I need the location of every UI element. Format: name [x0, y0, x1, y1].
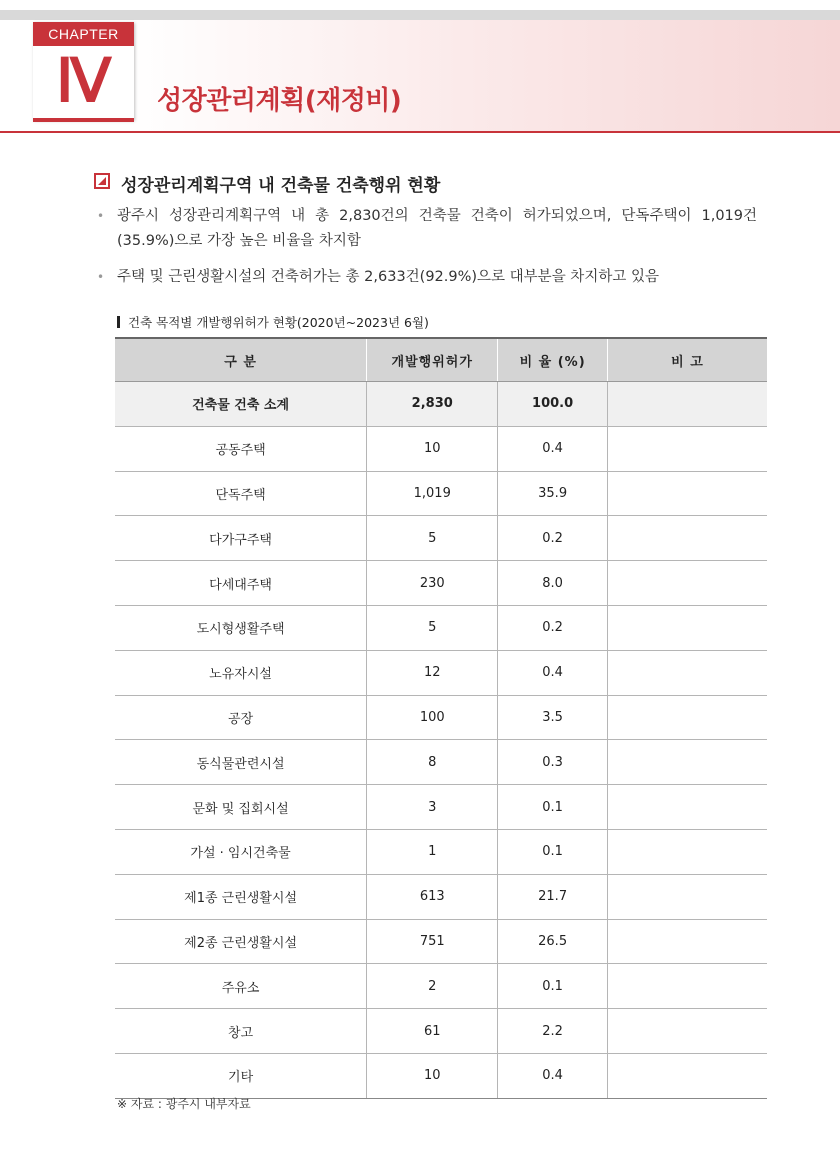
cell-ratio: 0.3	[498, 740, 608, 785]
cell-ratio: 0.2	[498, 605, 608, 650]
table-row	[115, 382, 767, 427]
top-strip	[0, 10, 840, 20]
cell-note	[607, 695, 767, 740]
cell-permits: 10	[367, 1053, 498, 1098]
chapter-badge	[33, 22, 134, 120]
cell-category: 창고	[115, 1009, 367, 1054]
cell-permits: 751	[367, 919, 498, 964]
cell-permits: 8	[367, 740, 498, 785]
table-row	[115, 695, 767, 740]
cell-ratio: 0.1	[498, 829, 608, 874]
table-row	[115, 1009, 767, 1054]
bullet-item	[97, 265, 757, 290]
cell-note	[607, 382, 767, 427]
bullet-text: 광주시 성장관리계획구역 내 총 2,830건의 건축물 건축이 허가되었으며, 단독주택이 1,019건(35.9%)으로 가장 높은 비율을 차지함	[117, 208, 757, 249]
cell-ratio: 0.4	[498, 650, 608, 695]
cell-permits: 10	[367, 426, 498, 471]
column-header-ratio: 비 율 (%)	[498, 338, 608, 382]
table-row	[115, 471, 767, 516]
cell-category: 가설 · 임시건축물	[115, 829, 367, 874]
cell-ratio: 0.4	[498, 426, 608, 471]
cell-note	[607, 919, 767, 964]
chapter-title: 성장관리계획(재정비)	[157, 86, 402, 116]
cell-note	[607, 471, 767, 516]
table-row	[115, 1053, 767, 1098]
cell-permits: 61	[367, 1009, 498, 1054]
table-row	[115, 561, 767, 606]
cell-permits: 100	[367, 695, 498, 740]
table-row	[115, 874, 767, 919]
bullet-dot-icon: •	[97, 270, 105, 284]
cell-category: 기타	[115, 1053, 367, 1098]
cell-ratio: 0.2	[498, 516, 608, 561]
cell-permits: 2	[367, 964, 498, 1009]
cell-ratio: 0.1	[498, 964, 608, 1009]
cell-permits: 5	[367, 516, 498, 561]
cell-category: 문화 및 집회시설	[115, 785, 367, 830]
table-row	[115, 829, 767, 874]
cell-note	[607, 874, 767, 919]
table-row	[115, 919, 767, 964]
chapter-underline	[33, 118, 134, 122]
section-marker-icon	[94, 173, 110, 189]
cell-permits: 12	[367, 650, 498, 695]
source-note: ※ 자료 : 광주시 내부자료	[117, 1097, 251, 1111]
cell-note	[607, 605, 767, 650]
table-row	[115, 516, 767, 561]
cell-category: 주유소	[115, 964, 367, 1009]
cell-ratio: 0.1	[498, 785, 608, 830]
cell-category: 다세대주택	[115, 561, 367, 606]
cell-permits: 230	[367, 561, 498, 606]
column-header-category: 구 분	[115, 338, 367, 382]
cell-ratio: 35.9	[498, 471, 608, 516]
cell-category: 단독주택	[115, 471, 367, 516]
cell-note	[607, 516, 767, 561]
table-caption-text: 건축 목적별 개발행위허가 현황(2020년~2023년 6월)	[128, 315, 429, 330]
cell-permits: 613	[367, 874, 498, 919]
cell-category: 공장	[115, 695, 367, 740]
table-row	[115, 740, 767, 785]
cell-note	[607, 740, 767, 785]
table-row	[115, 650, 767, 695]
section-heading: 성장관리계획구역 내 건축물 건축행위 현황	[121, 176, 441, 196]
cell-permits: 3	[367, 785, 498, 830]
cell-note	[607, 650, 767, 695]
cell-note	[607, 964, 767, 1009]
chapter-label: CHAPTER	[33, 22, 134, 46]
permit-table	[115, 337, 767, 1099]
cell-note	[607, 785, 767, 830]
cell-permits: 1	[367, 829, 498, 874]
table-body	[115, 382, 767, 1099]
table-caption	[117, 313, 429, 331]
cell-ratio: 2.2	[498, 1009, 608, 1054]
cell-ratio: 8.0	[498, 561, 608, 606]
table-row	[115, 426, 767, 471]
cell-category: 제2종 근린생활시설	[115, 919, 367, 964]
cell-permits: 1,019	[367, 471, 498, 516]
bullet-dot-icon: •	[97, 209, 105, 223]
cell-ratio: 100.0	[498, 382, 608, 427]
bullet-item	[97, 204, 757, 254]
cell-category: 공동주택	[115, 426, 367, 471]
table-row	[115, 785, 767, 830]
cell-note	[607, 829, 767, 874]
cell-note	[607, 1053, 767, 1098]
cell-category: 제1종 근린생활시설	[115, 874, 367, 919]
cell-ratio: 3.5	[498, 695, 608, 740]
table-row	[115, 605, 767, 650]
cell-ratio: 26.5	[498, 919, 608, 964]
column-header-permits: 개발행위허가	[367, 338, 498, 382]
bullet-text: 주택 및 근린생활시설의 건축허가는 총 2,633건(92.9%)으로 대부분을 차지하고 있음	[117, 269, 659, 285]
cell-note	[607, 426, 767, 471]
cell-ratio: 21.7	[498, 874, 608, 919]
table-header-row	[115, 338, 767, 382]
cell-note	[607, 561, 767, 606]
cell-permits: 5	[367, 605, 498, 650]
table-row	[115, 964, 767, 1009]
cell-note	[607, 1009, 767, 1054]
chapter-number: Ⅳ	[55, 47, 112, 114]
cell-category: 다가구주택	[115, 516, 367, 561]
cell-category: 도시형생활주택	[115, 605, 367, 650]
caption-bar-icon	[117, 316, 120, 328]
cell-permits: 2,830	[367, 382, 498, 427]
cell-category: 노유자시설	[115, 650, 367, 695]
column-header-note: 비 고	[607, 338, 767, 382]
header-divider	[0, 131, 840, 133]
cell-category: 동식물관련시설	[115, 740, 367, 785]
cell-category: 건축물 건축 소계	[115, 382, 367, 427]
cell-ratio: 0.4	[498, 1053, 608, 1098]
